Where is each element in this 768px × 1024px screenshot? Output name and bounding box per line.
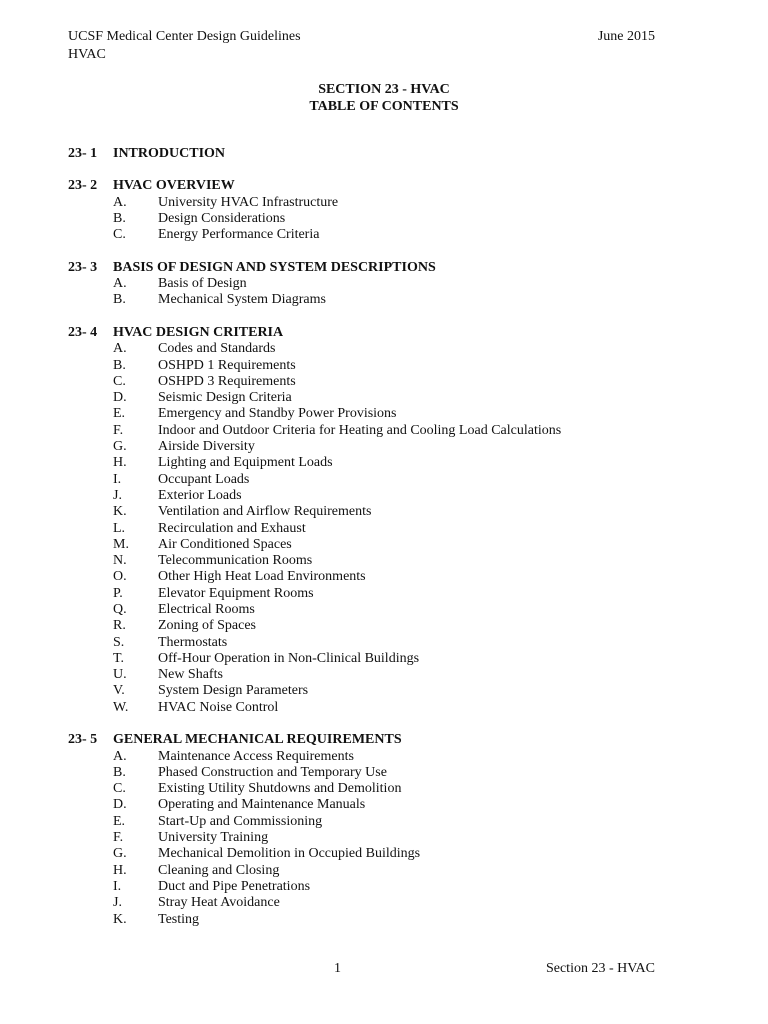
toc-item-letter: P. [113, 585, 123, 601]
toc-item[interactable] [68, 879, 708, 895]
toc-item-letter: R. [113, 618, 126, 634]
toc-section-number: 23- 5 [68, 732, 98, 748]
toc-item-text: Elevator Equipment Rooms [158, 585, 314, 601]
toc-item-text: New Shafts [158, 667, 223, 683]
section-title: SECTION 23 - HVAC [318, 82, 450, 97]
toc-section [68, 732, 708, 928]
toc-section-number: 23- 2 [68, 178, 98, 194]
toc-section [68, 260, 708, 309]
toc-item[interactable] [68, 683, 708, 699]
toc-section [68, 178, 708, 243]
toc-item-text: Air Conditioned Spaces [158, 536, 292, 552]
toc-item[interactable] [68, 912, 708, 928]
toc-item-letter: H. [113, 862, 127, 878]
toc-item[interactable] [68, 846, 708, 862]
toc-item-text: Airside Diversity [158, 439, 255, 455]
toc-item-text: Cleaning and Closing [158, 862, 280, 878]
toc-item[interactable] [68, 830, 708, 846]
toc-item-text: Maintenance Access Requirements [158, 748, 354, 764]
toc-item-text: Testing [158, 911, 200, 927]
toc-item[interactable] [68, 667, 708, 683]
toc-item[interactable] [68, 537, 708, 553]
table-of-contents [68, 146, 708, 944]
toc-section-title: HVAC OVERVIEW [113, 178, 235, 194]
toc-item-letter: N. [113, 553, 127, 569]
toc-item-letter: U. [113, 667, 127, 683]
toc-item-text: Recirculation and Exhaust [158, 520, 306, 536]
toc-item[interactable] [68, 651, 708, 667]
toc-section-number: 23- 4 [68, 324, 98, 340]
toc-item-letter: I. [113, 878, 122, 894]
toc-item-letter: A. [113, 276, 127, 292]
toc-section-title: BASIS OF DESIGN AND SYSTEM DESCRIPTIONS [113, 259, 436, 275]
toc-section-number: 23- 3 [68, 259, 98, 275]
toc-item[interactable] [68, 700, 708, 716]
toc-item-letter: B. [113, 292, 126, 308]
toc-title: TABLE OF CONTENTS [309, 99, 459, 114]
toc-item-text: Ventilation and Airflow Requirements [158, 504, 372, 520]
toc-item[interactable] [68, 358, 708, 374]
toc-section-heading[interactable] [68, 178, 708, 194]
toc-item[interactable] [68, 814, 708, 830]
toc-item-text: Phased Construction and Temporary Use [158, 764, 387, 780]
page-title [0, 81, 768, 115]
toc-section-heading[interactable] [68, 325, 708, 341]
toc-item-text: OSHPD 3 Requirements [158, 373, 296, 389]
toc-item-letter: J. [113, 487, 122, 503]
toc-item-letter: B. [113, 211, 126, 227]
toc-item-letter: K. [113, 911, 127, 927]
toc-item-text: Mechanical Demolition in Occupied Buildings [158, 846, 421, 862]
toc-item-text: Telecommunication Rooms [158, 553, 313, 569]
toc-item-text: Zoning of Spaces [158, 618, 256, 634]
toc-item[interactable] [68, 521, 708, 537]
toc-item[interactable] [68, 635, 708, 651]
toc-item-text: Thermostats [158, 634, 228, 650]
header-subject: HVAC [68, 47, 106, 62]
toc-item-letter: B. [113, 357, 126, 373]
toc-item-letter: Q. [113, 601, 127, 617]
toc-item-letter: A. [113, 748, 127, 764]
toc-item-letter: E. [113, 406, 126, 422]
toc-item[interactable] [68, 195, 708, 211]
toc-item-text: Basis of Design [158, 276, 247, 292]
toc-item[interactable] [68, 765, 708, 781]
toc-item-text: OSHPD 1 Requirements [158, 357, 296, 373]
toc-item-letter: D. [113, 390, 127, 406]
toc-item-letter: F. [113, 830, 124, 846]
footer-section-label: Section 23 - HVAC [545, 961, 655, 976]
toc-section [68, 325, 708, 716]
toc-item[interactable] [68, 292, 708, 308]
toc-item[interactable] [68, 227, 708, 243]
toc-item-text: Existing Utility Shutdowns and Demolition [158, 781, 402, 797]
toc-item-text: Exterior Loads [158, 487, 242, 503]
toc-item-text: Indoor and Outdoor Criteria for Heating and Cooling Load Calculations [158, 422, 562, 438]
toc-section-heading[interactable] [68, 732, 708, 748]
toc-section-title: GENERAL MECHANICAL REQUIREMENTS [113, 732, 402, 748]
toc-item-letter: G. [113, 439, 127, 455]
page-header [68, 28, 301, 64]
toc-item-letter: A. [113, 341, 127, 357]
toc-item-text: Codes and Standards [158, 341, 276, 357]
toc-item[interactable] [68, 602, 708, 618]
toc-item[interactable] [68, 553, 708, 569]
toc-section-title: HVAC DESIGN CRITERIA [113, 324, 284, 340]
toc-item-letter: S. [113, 634, 125, 650]
toc-item-text: Energy Performance Criteria [158, 227, 320, 243]
toc-section-number: 23- 1 [68, 146, 98, 161]
toc-item-text: Design Considerations [158, 211, 286, 227]
toc-item-letter: O. [113, 569, 127, 585]
toc-section-heading[interactable] [68, 260, 708, 276]
toc-item[interactable] [68, 895, 708, 911]
toc-item[interactable] [68, 749, 708, 765]
toc-item-text: Occupant Loads [158, 471, 250, 487]
toc-item[interactable] [68, 211, 708, 227]
toc-item[interactable] [68, 863, 708, 879]
toc-item-letter: C. [113, 781, 126, 797]
toc-item-text: University Training [158, 830, 269, 846]
toc-item-text: Other High Heat Load Environments [158, 569, 366, 585]
toc-item[interactable] [68, 472, 708, 488]
toc-section-title: INTRODUCTION [113, 146, 226, 161]
toc-item-text: Mechanical System Diagrams [158, 292, 326, 308]
toc-item[interactable] [68, 488, 708, 504]
toc-item-letter: G. [113, 846, 127, 862]
toc-item[interactable] [68, 455, 708, 471]
toc-item-letter: L. [113, 520, 126, 536]
toc-item-letter: B. [113, 764, 126, 780]
toc-item-letter: C. [113, 227, 126, 243]
toc-item-letter: D. [113, 797, 127, 813]
toc-item-text: HVAC Noise Control [158, 699, 279, 715]
toc-item[interactable] [68, 276, 708, 292]
toc-item-letter: C. [113, 373, 126, 389]
toc-item-text: Operating and Maintenance Manuals [158, 797, 366, 813]
toc-item-letter: K. [113, 504, 127, 520]
toc-section-heading[interactable] [68, 146, 708, 162]
toc-item[interactable] [68, 439, 708, 455]
toc-item-text: System Design Parameters [158, 683, 309, 699]
toc-item[interactable] [68, 781, 708, 797]
toc-item-letter: W. [113, 699, 129, 715]
toc-item-letter: V. [113, 683, 125, 699]
toc-item[interactable] [68, 618, 708, 634]
toc-item-letter: J. [113, 895, 122, 911]
toc-item-letter: T. [113, 650, 125, 666]
toc-item-text: Stray Heat Avoidance [158, 895, 280, 911]
toc-item-text: Seismic Design Criteria [158, 390, 292, 406]
toc-item-text: Emergency and Standby Power Provisions [158, 406, 397, 422]
toc-item-letter: F. [113, 422, 124, 438]
header-date: June 2015 [597, 29, 655, 44]
toc-item[interactable] [68, 406, 708, 422]
toc-item-letter: I. [113, 471, 122, 487]
toc-item-text: Lighting and Equipment Loads [158, 455, 333, 471]
toc-item[interactable] [68, 504, 708, 520]
toc-item-letter: M. [113, 536, 129, 552]
toc-item[interactable] [68, 341, 708, 357]
toc-item-text: University HVAC Infrastructure [158, 194, 339, 210]
toc-item[interactable] [68, 423, 708, 439]
toc-item-text: Start-Up and Commissioning [158, 813, 323, 829]
toc-item-text: Duct and Pipe Penetrations [158, 878, 311, 894]
toc-item[interactable] [68, 797, 708, 813]
toc-item-letter: E. [113, 813, 126, 829]
toc-item[interactable] [68, 569, 708, 585]
toc-item[interactable] [68, 390, 708, 406]
page-number: 1 [334, 961, 341, 976]
toc-item[interactable] [68, 374, 708, 390]
toc-item-text: Electrical Rooms [158, 601, 255, 617]
header-document-title: UCSF Medical Center Design Guidelines [68, 29, 301, 44]
toc-item-letter: H. [113, 455, 127, 471]
toc-item[interactable] [68, 586, 708, 602]
toc-section [68, 146, 708, 162]
toc-item-letter: A. [113, 194, 127, 210]
toc-item-text: Off-Hour Operation in Non-Clinical Buildings [158, 650, 420, 666]
